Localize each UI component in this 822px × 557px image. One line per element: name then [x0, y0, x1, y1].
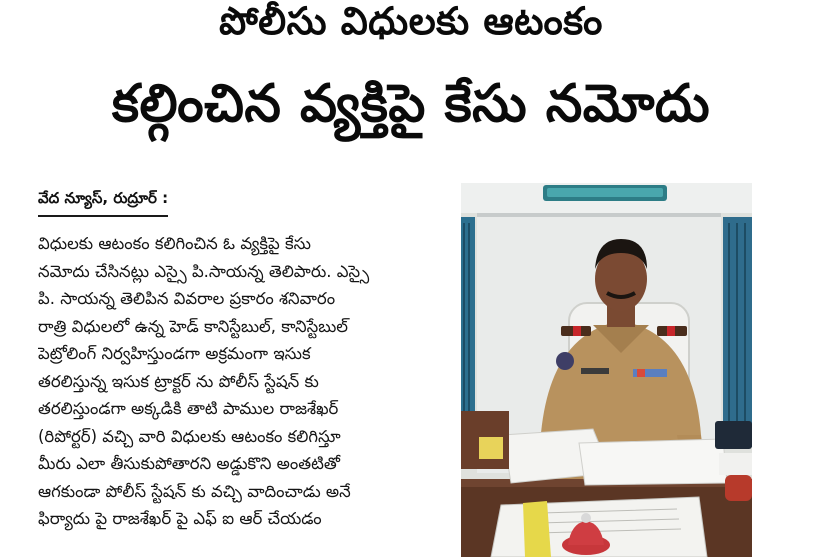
- article-line: (రిపోర్టర్) వచ్చి వారి విధులకు ఆటంకం కలిగిస్తూ: [38, 426, 341, 446]
- article-line: విధులకు ఆటంకం కలిగించిన ఓ వ్యక్తిపై కేసు: [38, 234, 311, 253]
- article-line: ఫిర్యాదు పై రాజశేఖర్ పై ఎఫ్ ఐ ఆర్ చేయడం: [38, 509, 322, 528]
- article-line: నమోదు చేసినట్లు ఎస్సై పి.సాయన్న తెలిపారు. ఎస్సై: [38, 261, 370, 281]
- dateline: వేద న్యూస్, రుద్రూర్ :: [38, 189, 168, 217]
- headline-line-1: పోలీసు విధులకు ఆటంకం: [219, 0, 603, 43]
- article-line: పెట్రోలింగ్ నిర్వహిస్తుండగా అక్రమంగా ఇసుక: [38, 344, 311, 363]
- article-line: తరలిస్తున్న ఇసుక ట్రాక్టర్ ను పోలీస్ స్టేషన్ కు: [38, 371, 319, 391]
- article-line: తరలిస్తుండగా అక్కడికి తాటి పాముల రాజశేఖర్: [38, 399, 339, 418]
- headline-line-2: కల్గించిన వ్యక్తిపై కేసు నమోదు: [111, 74, 711, 134]
- news-photo: [461, 183, 752, 557]
- article-line: మీరు ఎలా తీసుకుపోతారని అడ్డుకొని అంతటితో: [38, 454, 340, 473]
- article-body: [38, 230, 448, 533]
- article-line: ఆగకుండా పోలీస్ స్టేషన్ కు వచ్చి వాదించాడు అనే: [38, 481, 351, 501]
- article-line: పి. సాయన్న తెలిపిన వివరాల ప్రకారం శనివారం: [38, 289, 336, 308]
- article-line: రాత్రి విధులలో ఉన్న హెడ్ కానిస్టేబుల్, కానిస్టేబుల్: [38, 316, 348, 336]
